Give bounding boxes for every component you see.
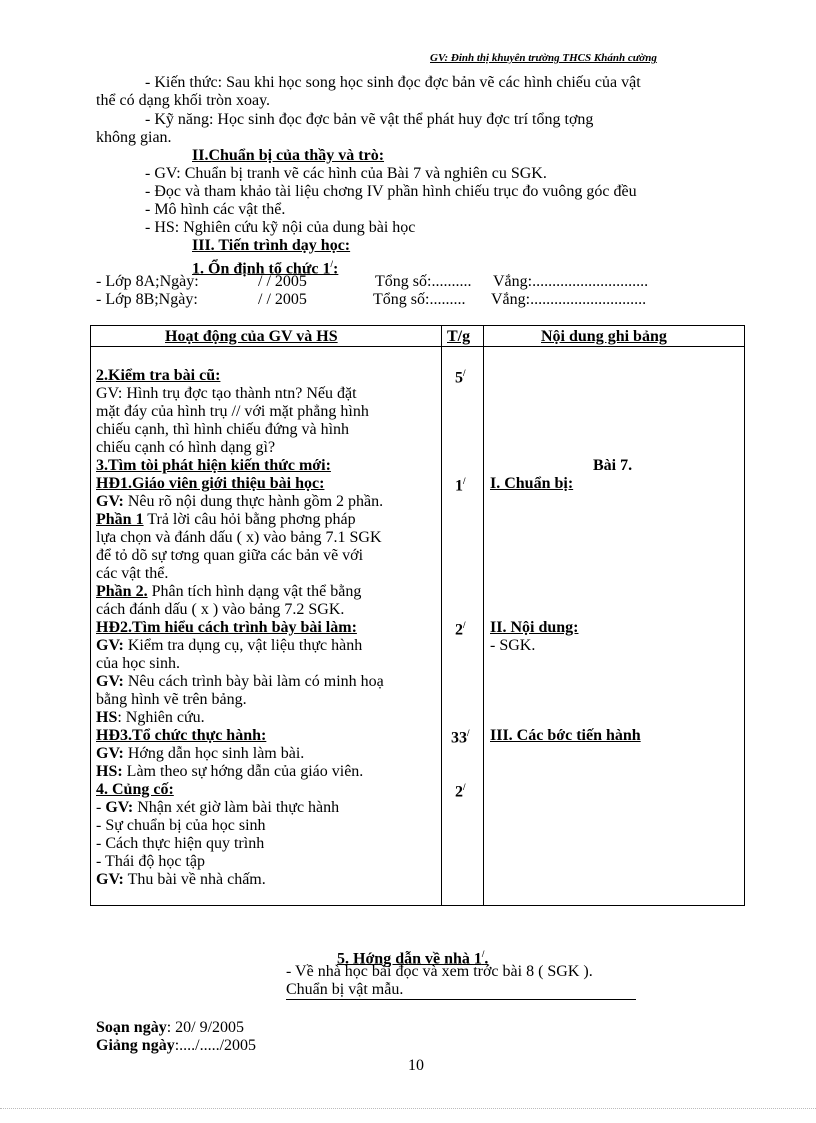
section2-item-2: - Đọc và tham khảo tài liệu chơng IV phần hình chiếu trục đo vuông góc đều <box>145 183 637 200</box>
page-bottom-divider <box>0 1108 816 1109</box>
cung-co-title: 4. Củng cố: <box>96 781 174 798</box>
class-8a-label: - Lớp 8A;Ngày: <box>96 273 199 290</box>
section2-item-3: - Mô hình các vật thể. <box>145 201 286 218</box>
hd3-hs-line: HS: Làm theo sự hớng dẫn của giáo viên. <box>96 763 364 780</box>
section2-item-1: - GV: Chuẩn bị tranh vẽ các hình của Bài 7 và nghiên cu SGK. <box>145 165 547 182</box>
cung-co-line-2: - Cách thực hiện quy trình <box>96 835 265 852</box>
kiem-tra-line-3: chiếu cạnh, thì hình chiếu đứng và hình <box>96 421 350 438</box>
class-8a-total: Tổng số:.......... <box>375 273 472 290</box>
chuan-bi-heading: I. Chuẩn bị: <box>490 475 574 492</box>
ky-nang-line-2: không gian. <box>96 129 172 146</box>
time-kiem-tra: 5/ <box>455 368 466 387</box>
class-8b-absent: Vắng:............................. <box>491 291 647 308</box>
cung-co-line-1: - Sự chuẩn bị của học sinh <box>96 817 266 834</box>
hd1-gv-line: GV: Nêu rõ nội dung thực hành gồm 2 phần. <box>96 493 384 510</box>
section2-item-4: - HS: Nghiên cứu kỹ nội của dung bài học <box>145 219 416 236</box>
class-8a-absent: Vắng:............................. <box>493 273 649 290</box>
hd3-gv-line: GV: Hớng dẫn học sinh làm bài. <box>96 745 305 762</box>
section3-subtitle: 1. Ổn định tổ chức 1/: <box>192 259 339 278</box>
kien-thuc-line-1: - Kiến thức: Sau khi học song học sinh đọc đợc bản vẽ các hình chiếu của vật <box>145 74 641 91</box>
hd2-gv2-line-2: bằng hình vẽ trên bảng. <box>96 691 247 708</box>
time-hd2: 2/ <box>455 620 466 639</box>
time-hd3: 33/ <box>451 728 470 747</box>
sgk-item: - SGK. <box>490 637 536 654</box>
section3-title: III. Tiến trình dạy học: <box>192 237 351 254</box>
table-divider-1 <box>441 326 442 905</box>
hd2-hs-line: HS: Nghiên cứu. <box>96 709 205 726</box>
class-8b-label: - Lớp 8B;Ngày: <box>96 291 198 308</box>
thu-bai-line: GV: Thu bài về nhà chấm. <box>96 871 266 888</box>
hd2-title: HĐ2.Tìm hiểu cách trình bày bài làm: <box>96 619 357 636</box>
table-divider-2 <box>483 326 484 905</box>
section2-title: II.Chuẩn bị của thầy và trò: <box>192 147 385 164</box>
page-header: GV: Đinh thị khuyên trường THCS Khánh cường <box>430 52 657 64</box>
col-header-time: T/g <box>447 328 471 345</box>
kiem-tra-line-2: mặt đáy của hình trụ // với mặt phẳng hình <box>96 403 369 420</box>
class-8b-date: / / 2005 <box>258 291 307 308</box>
phan1-line-3: để tỏ dõ sự tơng quan giữa các bản vẽ với <box>96 547 364 564</box>
bai7-title: Bài 7. <box>593 457 633 474</box>
soan-ngay: Soạn ngày: 20/ 9/2005 <box>96 1019 245 1036</box>
hd2-gv2-line: GV: Nêu cách trình bày bài làm có minh hoạ <box>96 673 384 690</box>
page-number: 10 <box>408 1057 424 1074</box>
cung-co-gv-line: - GV: Nhận xét giờ làm bài thực hành <box>96 799 340 816</box>
section5-line-1: - Về nhà học bài đọc và xem trớc bài 8 ( SGK ). <box>286 963 593 980</box>
tim-toi-title: 3.Tìm tòi phát hiện kiến thức mới: <box>96 457 331 474</box>
phan2-line: Phần 2. Phân tích hình dạng vật thể bằng <box>96 583 362 600</box>
lesson-table <box>90 325 745 906</box>
cung-co-line-3: - Thái độ học tập <box>96 853 206 870</box>
time-cung-co: 2/ <box>455 782 466 801</box>
col-header-activities: Hoạt động của GV và HS <box>165 328 338 345</box>
ky-nang-line-1: - Kỹ năng: Học sinh đọc đợc bản vẽ vật thể phát huy đợc trí tổng tợng <box>145 111 594 128</box>
giang-ngay: Giảng ngày:..../...../2005 <box>96 1037 257 1054</box>
class-8a-date: / / 2005 <box>258 273 307 290</box>
phan1-line-4: các vật thể. <box>96 565 169 582</box>
section5-line-2: Chuẩn bị vật mẫu. <box>286 981 636 1000</box>
noi-dung-heading: II. Nội dung: <box>490 619 579 636</box>
kiem-tra-line-4: chiếu cạnh có hình dạng gì? <box>96 439 276 456</box>
hd1-title: HĐ1.Giáo viên giới thiệu bài học: <box>96 475 325 492</box>
table-header-divider <box>91 346 744 347</box>
time-hd1: 1/ <box>455 476 466 495</box>
kiem-tra-line-1: GV: Hình trụ đợc tạo thành ntn? Nếu đặt <box>96 385 357 402</box>
phan2-line-2: cách đánh dấu ( x ) vào bảng 7.2 SGK. <box>96 601 345 618</box>
class-8b-total: Tổng số:......... <box>373 291 466 308</box>
phan1-line: Phần 1 Trả lời câu hỏi bằng phơng pháp <box>96 511 356 528</box>
hd2-gv1-line-2: của học sinh. <box>96 655 180 672</box>
kien-thuc-line-2: thể có dạng khối tròn xoay. <box>96 92 271 109</box>
hd2-gv1-line: GV: Kiểm tra dụng cụ, vật liệu thực hành <box>96 637 363 654</box>
cac-buoc-heading: III. Các bớc tiến hành <box>490 727 641 744</box>
phan1-line-2: lựa chọn và đánh dấu ( x) vào bảng 7.1 SGK <box>96 529 382 546</box>
kiem-tra-title: 2.Kiểm tra bài cũ: <box>96 367 221 384</box>
col-header-board: Nội dung ghi bảng <box>541 328 667 345</box>
class-8a-row <box>96 273 199 291</box>
hd3-title: HĐ3.Tổ chức thực hành: <box>96 727 267 744</box>
section5-title: 5. Hớng dẫn về nhà 1/. <box>337 949 489 968</box>
